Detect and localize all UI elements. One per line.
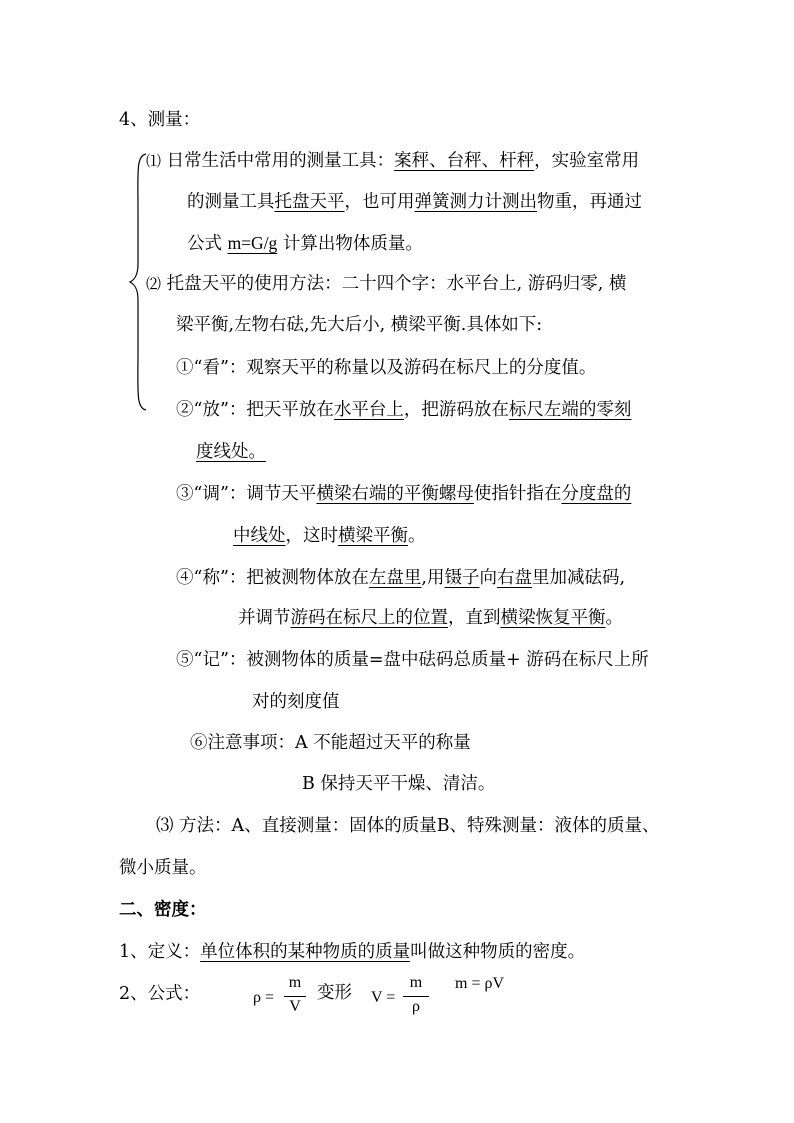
- underlined-text: 中线处: [233, 526, 286, 546]
- underlined-text: 横梁平衡: [338, 526, 408, 546]
- underlined-text: 度线处。: [196, 442, 266, 462]
- text: ②“放”：把天平放在: [176, 400, 334, 420]
- item-1-line-2: [187, 190, 642, 214]
- text: ③“调”：调节天平: [176, 484, 317, 504]
- underlined-text: 单位体积的某种物质的质量: [200, 942, 411, 962]
- item-3-line-1: ⑶ 方法：A、直接测量：固体的质量B、特殊测量：液体的质量、: [156, 816, 660, 836]
- step-adjust-line-2: [233, 524, 426, 548]
- formula-2-fraction: [403, 974, 429, 1022]
- text: 计算出物体质量。: [282, 234, 423, 254]
- underlined-text: 镊子: [444, 568, 480, 588]
- formula-1-denominator: V: [289, 998, 301, 1015]
- step-notes-line-2: B 保持天平干燥、清洁。: [302, 774, 496, 794]
- underlined-text: 分度盘的: [561, 484, 632, 504]
- item-1-line-3: [187, 231, 423, 256]
- definition-line: [119, 940, 585, 964]
- text: 。: [605, 608, 623, 628]
- underlined-text: 案秤、台秤、杆秤: [394, 151, 535, 171]
- text: 公式: [187, 234, 222, 254]
- text: ④“称”：把被测物体放在: [176, 568, 369, 588]
- step-place-line-1: [176, 398, 631, 422]
- text: ，也可用: [344, 192, 415, 212]
- formula-label: 2、公式：: [119, 984, 201, 1004]
- fraction-bar: [284, 996, 306, 997]
- text: 1、定义：: [119, 942, 201, 962]
- text: ，这时: [285, 526, 338, 546]
- underlined-text: 标尺左端的零刻: [508, 400, 632, 420]
- step-record-line-1: ⑤“记”：被测物体的质量=盘中砝码总质量+ 游码在标尺上所: [176, 650, 649, 670]
- text: ,用: [421, 568, 445, 588]
- text: 物重，再通过: [537, 192, 642, 212]
- item-1-line-1: [146, 149, 639, 173]
- underlined-text: 水平台上: [333, 400, 404, 420]
- underlined-text: 游码在标尺上的位置: [290, 608, 448, 628]
- item-1-number: ⑴: [146, 152, 162, 170]
- formula-3: m = ρV: [455, 975, 505, 992]
- item-2-number: ⑵: [146, 275, 162, 293]
- text: 里加减砝码,: [531, 568, 626, 588]
- underlined-text: 右盘: [496, 568, 532, 588]
- underlined-text: 横梁右端的平衡螺母: [316, 484, 474, 504]
- step-notes-line-1: ⑥注意事项：A 不能超过天平的称量: [190, 733, 471, 753]
- step-record-line-2: 对的刻度值: [252, 692, 340, 712]
- formula-1-lhs: ρ =: [253, 989, 275, 1006]
- text: 的测量工具: [187, 192, 275, 212]
- formula-text: m=G/g: [227, 233, 278, 253]
- text: 叫做这种物质的密度。: [410, 942, 586, 962]
- underlined-text: 托盘天平: [274, 192, 345, 212]
- step-adjust-line-1: [176, 482, 631, 506]
- text: 日常生活中常用的测量工具：: [166, 151, 395, 171]
- section-heading-density: 二、密度：: [119, 900, 207, 920]
- formula-1-numerator: m: [288, 974, 302, 991]
- text: ，直到: [448, 608, 501, 628]
- text: 。: [408, 526, 426, 546]
- step-weigh-line-2: [238, 606, 623, 630]
- formula-2-lhs: V =: [371, 989, 396, 1006]
- transform-label: 变形: [317, 983, 352, 1003]
- item-2-line-2: 梁平衡,左物右砝,先大后小, 横梁平衡.具体如下:: [176, 315, 543, 335]
- text: 并调节: [238, 608, 291, 628]
- underlined-text: 左盘里: [368, 568, 422, 588]
- text: 使指针指在: [473, 484, 562, 504]
- text: 托盘天平的使用方法：二十四个字：水平台上, 游码归零, 横: [166, 274, 627, 294]
- formula-1-fraction: [284, 974, 306, 1022]
- formula-2-numerator: m: [409, 974, 423, 991]
- text: ，实验室常用: [534, 151, 640, 171]
- step-place-line-2: [196, 440, 266, 464]
- section-heading-measurement: 4、测量：: [119, 110, 201, 130]
- item-2-line-1: [146, 272, 626, 296]
- item-3-line-2: 微小质量。: [119, 858, 207, 878]
- underlined-text: 横梁恢复平衡: [500, 608, 606, 628]
- text: ，把游码放在: [403, 400, 509, 420]
- fraction-bar: [403, 996, 429, 997]
- underlined-text: 弹簧测力计测出: [414, 192, 537, 212]
- formula-2-denominator: ρ: [412, 998, 420, 1015]
- step-weigh-line-1: [176, 566, 625, 590]
- step-look: ①“看”：观察天平的称量以及游码在标尺上的分度值。: [176, 358, 597, 378]
- text: 向: [479, 568, 497, 588]
